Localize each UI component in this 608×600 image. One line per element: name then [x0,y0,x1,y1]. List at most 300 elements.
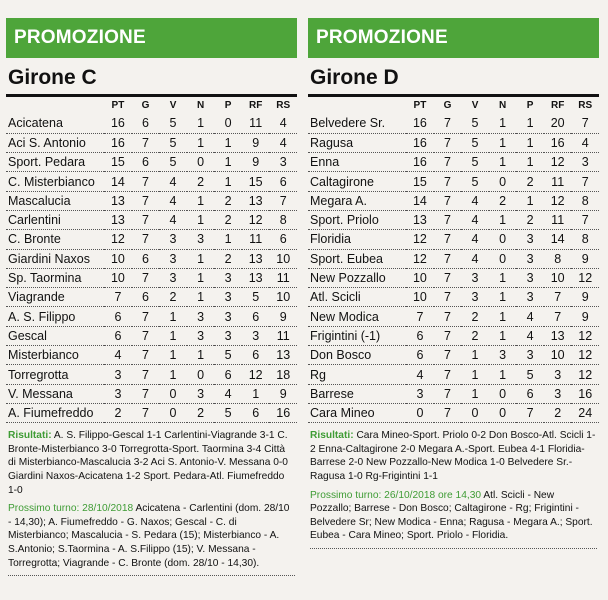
stat-g: 7 [132,346,160,365]
table-row [6,326,297,345]
stat-pt: 12 [104,230,132,249]
stat-p: 5 [214,403,242,422]
table-row [6,365,297,384]
notes [308,429,599,549]
stat-v: 5 [461,153,489,172]
stat-n: 0 [489,172,517,191]
team-name: Sport. Priolo [308,210,406,229]
stat-p: 2 [214,191,242,210]
stat-pt: 13 [104,191,132,210]
team-name: V. Messana [6,384,104,403]
table-row [308,326,599,345]
stat-pt: 4 [104,346,132,365]
stat-rf: 11 [544,210,572,229]
stat-pt: 16 [406,114,434,133]
team-name: Mascalucia [6,191,104,210]
team-name: Floridia [308,230,406,249]
stat-v: 1 [159,307,187,326]
stat-rs: 8 [269,210,297,229]
stat-g: 7 [434,384,462,403]
stat-n: 1 [489,268,517,287]
team-name: Ragusa [308,133,406,152]
stat-v: 3 [461,268,489,287]
stat-rs: 7 [571,210,599,229]
table-body [6,114,297,423]
stat-g: 7 [132,210,160,229]
table-row [308,365,599,384]
column-header-v: V [169,100,177,111]
stat-rs: 9 [571,307,599,326]
stat-n: 1 [187,288,215,307]
table-row [6,384,297,403]
team-name: Sp. Taormina [6,268,104,287]
stat-p: 3 [214,268,242,287]
stat-p: 2 [516,210,544,229]
stat-rs: 13 [269,346,297,365]
stat-p: 4 [516,307,544,326]
stat-pt: 16 [104,114,132,133]
table-row [308,307,599,326]
stat-rs: 3 [571,153,599,172]
stat-v: 4 [461,230,489,249]
stat-rs: 10 [269,288,297,307]
table-row [308,268,599,287]
stat-g: 7 [132,268,160,287]
team-name: Belvedere Sr. [308,114,406,133]
team-name: Caltagirone [308,172,406,191]
column-header-pt: PT [111,100,125,111]
stat-rs: 24 [571,403,599,422]
stat-v: 5 [461,114,489,133]
stat-p: 3 [214,326,242,345]
stat-rf: 7 [544,307,572,326]
stat-p: 7 [516,403,544,422]
stat-rf: 8 [544,249,572,268]
stat-p: 3 [516,249,544,268]
column-girone-c [6,18,297,576]
team-name: C. Bronte [6,230,104,249]
stat-p: 4 [214,384,242,403]
stat-g: 7 [434,191,462,210]
header-team [6,97,104,114]
table-row [308,403,599,422]
stat-pt: 13 [104,210,132,229]
stat-v: 3 [159,230,187,249]
stat-g: 6 [132,288,160,307]
stat-pt: 3 [406,384,434,403]
stat-g: 7 [434,365,462,384]
stat-rf: 3 [242,326,270,345]
notes [6,429,297,576]
stat-g: 7 [434,230,462,249]
stat-n: 1 [187,210,215,229]
team-name: Sport. Eubea [308,249,406,268]
team-name: Rg [308,365,406,384]
stat-pt: 16 [406,153,434,172]
stat-p: 1 [516,133,544,152]
stat-v: 1 [159,326,187,345]
stat-pt: 10 [104,249,132,268]
header-team [308,97,406,114]
stat-rs: 9 [269,384,297,403]
stat-g: 7 [434,403,462,422]
stat-rs: 6 [269,230,297,249]
standings-table [6,97,297,423]
table-row [308,346,599,365]
stat-rs: 7 [571,114,599,133]
stat-n: 0 [489,384,517,403]
stat-v: 4 [461,249,489,268]
stat-rf: 12 [544,191,572,210]
team-name: Gescal [6,326,104,345]
table-header-row [308,97,599,114]
stat-n: 3 [187,230,215,249]
stat-n: 2 [187,403,215,422]
stat-rs: 9 [571,249,599,268]
team-name: Don Bosco [308,346,406,365]
stat-rs: 7 [571,172,599,191]
table-row [6,210,297,229]
stat-rf: 12 [544,153,572,172]
column-header-rs: RS [276,100,291,111]
stat-rs: 16 [269,403,297,422]
stat-v: 0 [159,384,187,403]
results-paragraph [8,429,295,497]
stat-pt: 6 [406,346,434,365]
column-header-p: P [224,100,232,111]
team-name: Torregrotta [6,365,104,384]
stat-n: 1 [489,133,517,152]
stat-pt: 3 [104,384,132,403]
stat-v: 5 [159,153,187,172]
stat-v: 1 [461,365,489,384]
stat-rf: 13 [242,191,270,210]
stat-pt: 2 [104,403,132,422]
stat-n: 1 [187,268,215,287]
table-row [6,153,297,172]
stat-p: 3 [214,288,242,307]
stat-n: 3 [187,384,215,403]
stat-pt: 10 [406,268,434,287]
table-row [6,114,297,133]
stat-rf: 6 [242,307,270,326]
stat-rf: 15 [242,172,270,191]
team-name: Carlentini [6,210,104,229]
stat-rf: 11 [544,172,572,191]
stat-v: 4 [159,172,187,191]
stat-g: 7 [434,210,462,229]
team-name: A. S. Filippo [6,307,104,326]
stat-g: 7 [434,153,462,172]
stat-pt: 12 [406,230,434,249]
results-paragraph [310,429,597,483]
stat-n: 1 [489,307,517,326]
stat-rf: 3 [544,384,572,403]
stat-rs: 12 [571,268,599,287]
stat-v: 1 [461,384,489,403]
table-row [308,172,599,191]
stat-rs: 12 [571,326,599,345]
stat-v: 4 [461,210,489,229]
table-header-row [6,97,297,114]
stat-rf: 13 [242,249,270,268]
stat-p: 1 [516,191,544,210]
stat-v: 0 [159,403,187,422]
stat-g: 7 [434,288,462,307]
stat-p: 3 [516,268,544,287]
stat-pt: 6 [104,326,132,345]
stat-p: 1 [516,153,544,172]
stat-n: 0 [187,153,215,172]
stat-g: 7 [132,326,160,345]
stat-rf: 11 [242,230,270,249]
stat-rf: 3 [544,365,572,384]
stat-rs: 11 [269,326,297,345]
results-text: A. S. Filippo-Gescal 1-1 Carlentini-Viagrande 3-1 C. Bronte-Misterbianco 3-0 Torregrotta-Sport. Taormina 3-4 Città di Misterbianco-Mascalucia 3-2 Aci S. Antonio-V. Messana 0-0 Giardini Naxos-Acicatena 1-2 Sport. Pedara-Atl. Fiumefreddo 1-0 [8,430,288,496]
table-row [308,288,599,307]
table-row [308,249,599,268]
stat-rs: 6 [269,172,297,191]
table-row [6,288,297,307]
next-round-text: Acicatena - Carlentini (dom. 28/10 - 14,30); A. Fiumefreddo - G. Naxos; Gescal - C. di Misterbianco; Mascalucia - S. Pedara (15); Misterbianco - A. S.Antonio; S.Taormina - A. S.Filippo (15); V. Messana - Torregrotta; Viagrande - C. Bronte (dom. 28/10 - 14,30). [8,503,290,569]
stat-rf: 1 [242,384,270,403]
stat-n: 0 [489,249,517,268]
stat-rf: 12 [242,210,270,229]
stat-v: 5 [159,114,187,133]
stat-g: 6 [132,114,160,133]
stat-n: 2 [187,172,215,191]
stat-rf: 9 [242,153,270,172]
stat-g: 7 [434,326,462,345]
stat-p: 3 [516,230,544,249]
team-name: Acicatena [6,114,104,133]
stat-rs: 18 [269,365,297,384]
stat-rf: 6 [242,403,270,422]
stat-g: 7 [434,133,462,152]
table-row [6,191,297,210]
stat-v: 1 [159,346,187,365]
stat-g: 7 [132,172,160,191]
stat-rs: 9 [269,307,297,326]
stat-pt: 15 [406,172,434,191]
stat-n: 1 [489,365,517,384]
table-row [6,307,297,326]
stat-g: 7 [132,133,160,152]
team-name: Giardini Naxos [6,249,104,268]
team-name: Misterbianco [6,346,104,365]
stat-p: 3 [516,288,544,307]
stat-p: 1 [214,230,242,249]
column-header-rf: RF [248,100,263,111]
team-name: Frigintini (-1) [308,326,406,345]
stat-rs: 9 [571,288,599,307]
table-row [6,346,297,365]
stat-p: 1 [516,114,544,133]
stat-rf: 16 [544,133,572,152]
team-name: Megara A. [308,191,406,210]
stat-pt: 4 [406,365,434,384]
stat-p: 0 [214,114,242,133]
stat-p: 2 [214,249,242,268]
column-header-n: N [196,100,205,111]
stat-g: 6 [132,249,160,268]
next-round-label: Prossimo turno: 26/10/2018 ore 14,30 [310,489,482,501]
stat-p: 3 [214,307,242,326]
stat-v: 5 [461,172,489,191]
stat-n: 1 [187,346,215,365]
stat-pt: 7 [406,307,434,326]
table-row [308,133,599,152]
column-header-n: N [498,100,507,111]
team-name: Cara Mineo [308,403,406,422]
next-round-label: Prossimo turno: 28/10/2018 [8,503,134,515]
table-row [308,153,599,172]
team-name: Sport. Pedara [6,153,104,172]
stat-v: 1 [461,346,489,365]
table-body [308,114,599,423]
stat-rf: 7 [544,288,572,307]
stat-rs: 7 [269,191,297,210]
stat-g: 7 [434,307,462,326]
column-header-pt: PT [413,100,427,111]
stat-pt: 14 [104,172,132,191]
team-name: A. Fiumefreddo [6,403,104,422]
stat-pt: 0 [406,403,434,422]
stat-rf: 13 [544,326,572,345]
stat-p: 6 [214,365,242,384]
stat-n: 1 [489,210,517,229]
table-row [6,133,297,152]
stat-rf: 10 [544,268,572,287]
results-label: Risultati: [310,430,354,442]
stat-rf: 14 [544,230,572,249]
next-round-paragraph [8,502,295,570]
table-row [308,230,599,249]
team-name: Barrese [308,384,406,403]
table-row [308,210,599,229]
stat-rs: 3 [269,153,297,172]
results-text: Cara Mineo-Sport. Priolo 0-2 Don Bosco-Atl. Scicli 1-2 Enna-Caltagirone 2-0 Megara A.-Sport. Eubea 4-1 Floridia-Barrese 2-0 New Pozzallo-New Modica 1-0 Belvedere Sr.-Ragusa 1-0 Rg-Frigintini 1-1 [310,430,596,483]
stat-v: 1 [159,365,187,384]
stat-p: 5 [214,346,242,365]
stat-p: 1 [214,172,242,191]
column-girone-d [308,18,599,549]
stat-g: 7 [132,307,160,326]
stat-rs: 10 [269,249,297,268]
stat-n: 2 [489,191,517,210]
stat-v: 2 [461,326,489,345]
stat-v: 3 [159,268,187,287]
stat-g: 7 [434,268,462,287]
stat-n: 3 [187,326,215,345]
column-header-g: G [141,100,150,111]
section-banner: PROMOZIONE [6,18,297,58]
dotted-divider [8,575,295,576]
stat-pt: 16 [104,133,132,152]
stat-rs: 8 [571,191,599,210]
stat-n: 0 [489,403,517,422]
stat-pt: 13 [406,210,434,229]
stat-p: 3 [516,346,544,365]
team-name: New Modica [308,307,406,326]
team-name: Atl. Scicli [308,288,406,307]
stat-pt: 12 [406,249,434,268]
stat-p: 5 [516,365,544,384]
stat-pt: 6 [406,326,434,345]
stat-rs: 16 [571,384,599,403]
stat-n: 1 [187,191,215,210]
table-row [6,403,297,422]
team-name: C. Misterbianco [6,172,104,191]
stat-rf: 2 [544,403,572,422]
stat-v: 3 [159,249,187,268]
dotted-divider [310,548,597,549]
team-name: Aci S. Antonio [6,133,104,152]
stat-pt: 6 [104,307,132,326]
next-round-text: Atl. Scicli - New Pozzallo; Barrese - Don Bosco; Caltagirone - Rg; Frigintini - Belvedere Sr; New Modica - Enna; Ragusa - Megara A.; Sport. Eubea - Cara Mineo; Sport. Priolo - Floridia. [310,489,593,542]
stat-g: 6 [132,153,160,172]
group-title: Girone C [8,66,97,89]
team-name: New Pozzallo [308,268,406,287]
stat-g: 7 [132,384,160,403]
stat-n: 0 [489,230,517,249]
column-header-p: P [526,100,534,111]
stat-pt: 15 [104,153,132,172]
stat-p: 4 [516,326,544,345]
table-row [6,249,297,268]
stat-pt: 14 [406,191,434,210]
stat-v: 2 [461,307,489,326]
stat-v: 2 [159,288,187,307]
standings-table [308,97,599,423]
stat-g: 7 [434,172,462,191]
column-header-rs: RS [578,100,593,111]
stat-v: 4 [159,191,187,210]
stat-p: 2 [516,172,544,191]
results-label: Risultati: [8,430,52,442]
stat-p: 1 [214,133,242,152]
stat-v: 4 [461,191,489,210]
column-header-rf: RF [550,100,565,111]
table-row [6,172,297,191]
section-banner: PROMOZIONE [308,18,599,58]
stat-rs: 12 [571,346,599,365]
stat-p: 2 [214,210,242,229]
stat-pt: 10 [104,268,132,287]
stat-n: 1 [187,114,215,133]
stat-rf: 9 [242,133,270,152]
stat-rf: 11 [242,114,270,133]
stat-g: 7 [132,365,160,384]
stat-pt: 10 [406,288,434,307]
stat-rf: 5 [242,288,270,307]
stat-g: 7 [132,403,160,422]
stat-n: 3 [489,346,517,365]
column-header-v: V [471,100,479,111]
stat-v: 4 [159,210,187,229]
stat-v: 5 [159,133,187,152]
next-round-paragraph [310,489,597,543]
team-name: Viagrande [6,288,104,307]
stat-pt: 3 [104,365,132,384]
table-row [6,230,297,249]
column-header-g: G [443,100,452,111]
stat-v: 3 [461,288,489,307]
stat-g: 7 [132,191,160,210]
stat-rs: 12 [571,365,599,384]
group-title: Girone D [310,66,399,89]
table-row [308,191,599,210]
